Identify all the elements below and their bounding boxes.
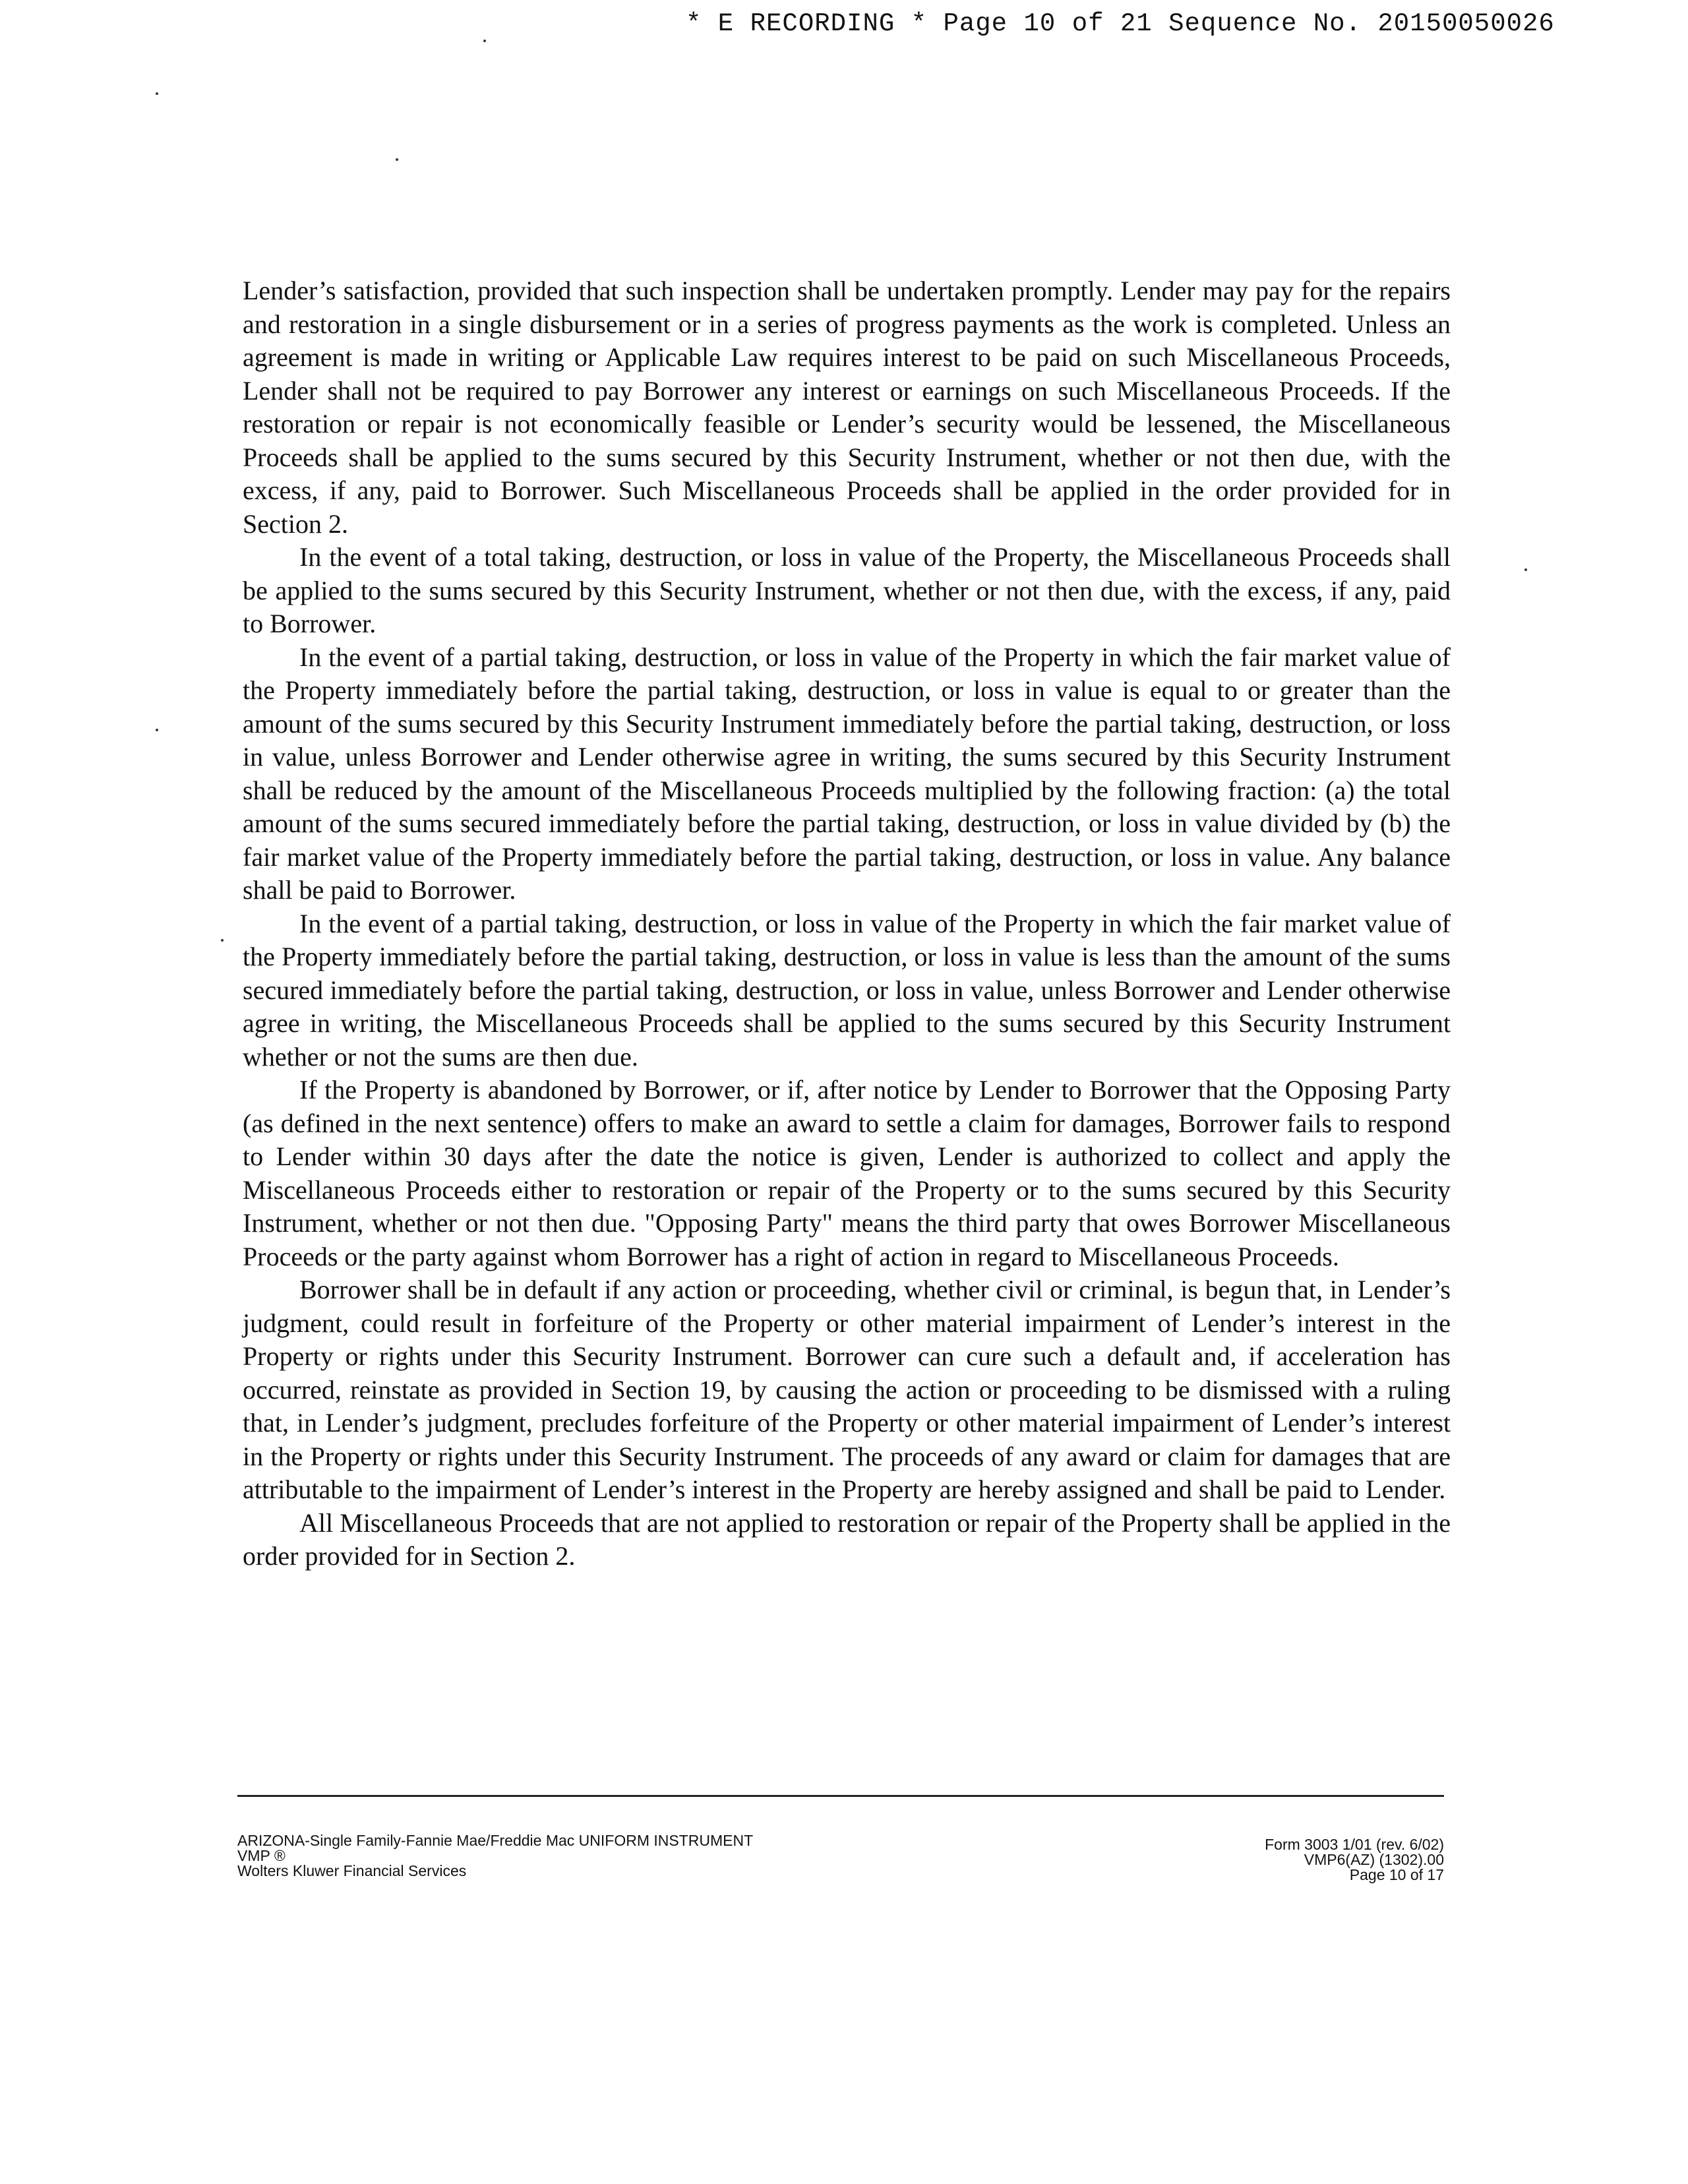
body-paragraph-3: In the event of a partial taking, destruction, or loss in value of the Property in which the fair market value of the Property immediately before the partial taking, destruction, or loss in value is equal to or greater than the amount of the sums secured by this Security Instrument immediately before the partial taking, destruction, or loss in value, unless Borrower and Lender otherwise agree in writing, the sums secured by this Security Instrument shall be reduced by the amount of the Miscellaneous Proceeds multiplied by the following fraction: (a) the total amount of the sums secured immediately before the partial taking, destruction, or loss in value divided by (b) the fair market value of the Property immediately before the partial taking, destruction, or loss in value. Any balance shall be paid to Borrower.	[243, 642, 1451, 905]
body-paragraph-1: Lender’s satisfaction, provided that such inspection shall be undertaken promptly. Lender may pay for the repairs and restoration in a single disbursement or in a series of progress payments as the work is completed. Unless an agreement is made in writing or Applicable Law requires interest to be paid on such Miscellaneous Proceeds, Lender shall not be required to pay Borrower any interest or earnings on such Miscellaneous Proceeds. If the restoration or repair is not economically feasible or Lender’s security would be lessened, the Miscellaneous Proceeds shall be applied to the sums secured by this Security Instrument, whether or not then due, with the excess, if any, paid to Borrower. Such Miscellaneous Proceeds shall be applied in the order provided for in Section 2.	[243, 276, 1451, 539]
footer-instrument-title: ARIZONA-Single Family-Fannie Mae/Freddie Mac UNIFORM INSTRUMENT	[237, 1832, 754, 1849]
footer-form-id: Form 3003 1/01 (rev. 6/02)	[1265, 1836, 1444, 1853]
footer-vmp-code: VMP6(AZ) (1302).00	[1304, 1851, 1444, 1868]
footer-form-info	[237, 1833, 753, 1879]
footer-divider	[237, 1795, 1444, 1797]
footer-page-number: Page 10 of 17	[1349, 1866, 1444, 1883]
body-paragraph-4: In the event of a partial taking, destruction, or loss in value of the Property in which the fair market value of the Property immediately before the partial taking, destruction, or loss in value is less than the amount of the sums secured immediately before the partial taking, destruction, or loss in value, unless Borrower and Lender otherwise agree in writing, the Miscellaneous Proceeds shall be applied to the sums secured by this Security Instrument whether or not the sums are then due.	[243, 908, 1451, 1072]
body-paragraph-5: If the Property is abandoned by Borrower, or if, after notice by Lender to Borrower that the Opposing Party (as defined in the next sentence) offers to make an award to settle a claim for damages, Borrower fails to respond to Lender within 30 days after the date the notice is given, Lender is authorized to collect and apply the Miscellaneous Proceeds either to restoration or repair of the Property or to the sums secured by this Security Instrument, whether or not then due. "Opposing Party" means the third party that owes Borrower Miscellaneous Proceeds or the party against whom Borrower has a right of action in regard to Miscellaneous Proceeds.	[243, 1075, 1451, 1271]
scan-speck	[1524, 568, 1527, 571]
body-paragraph-2: In the event of a total taking, destruction, or loss in value of the Property, the Miscellaneous Proceeds shall be applied to the sums secured by this Security Instrument, whether or not then due, with the excess, if any, paid to Borrower.	[243, 542, 1451, 638]
recording-header: * E RECORDING * Page 10 of 21 Sequence No. 20150050026	[686, 9, 1555, 38]
document-body	[243, 274, 1451, 1573]
body-paragraph-7: All Miscellaneous Proceeds that are not applied to restoration or repair of the Property shall be applied in the order provided for in Section 2.	[243, 1507, 1451, 1571]
scan-speck	[483, 40, 486, 42]
footer-publisher: Wolters Kluwer Financial Services	[237, 1862, 467, 1879]
body-paragraph-6: Borrower shall be in default if any action or proceeding, whether civil or criminal, is begun that, in Lender’s judgment, could result in forfeiture of the Property or other material impairment of Lender’s interest in the Property or rights under this Security Instrument. Borrower can cure such a default and, if acceleration has occurred, reinstate as provided in Section 19, by causing the action or proceeding to be dismissed with a ruling that, in Lender’s judgment, precludes forfeiture of the Property or other material impairment of Lender’s interest in the Property or rights under this Security Instrument. The proceeds of any award or claim for damages that are attributable to the impairment of Lender’s interest in the Property are hereby assigned and shall be paid to Lender.	[243, 1275, 1451, 1504]
footer-form-number	[1265, 1837, 1444, 1883]
scan-speck	[156, 92, 158, 95]
scan-speck	[221, 939, 224, 942]
footer-vmp-mark: VMP ®	[237, 1847, 286, 1864]
scan-speck	[396, 158, 398, 161]
scan-speck	[156, 729, 158, 731]
